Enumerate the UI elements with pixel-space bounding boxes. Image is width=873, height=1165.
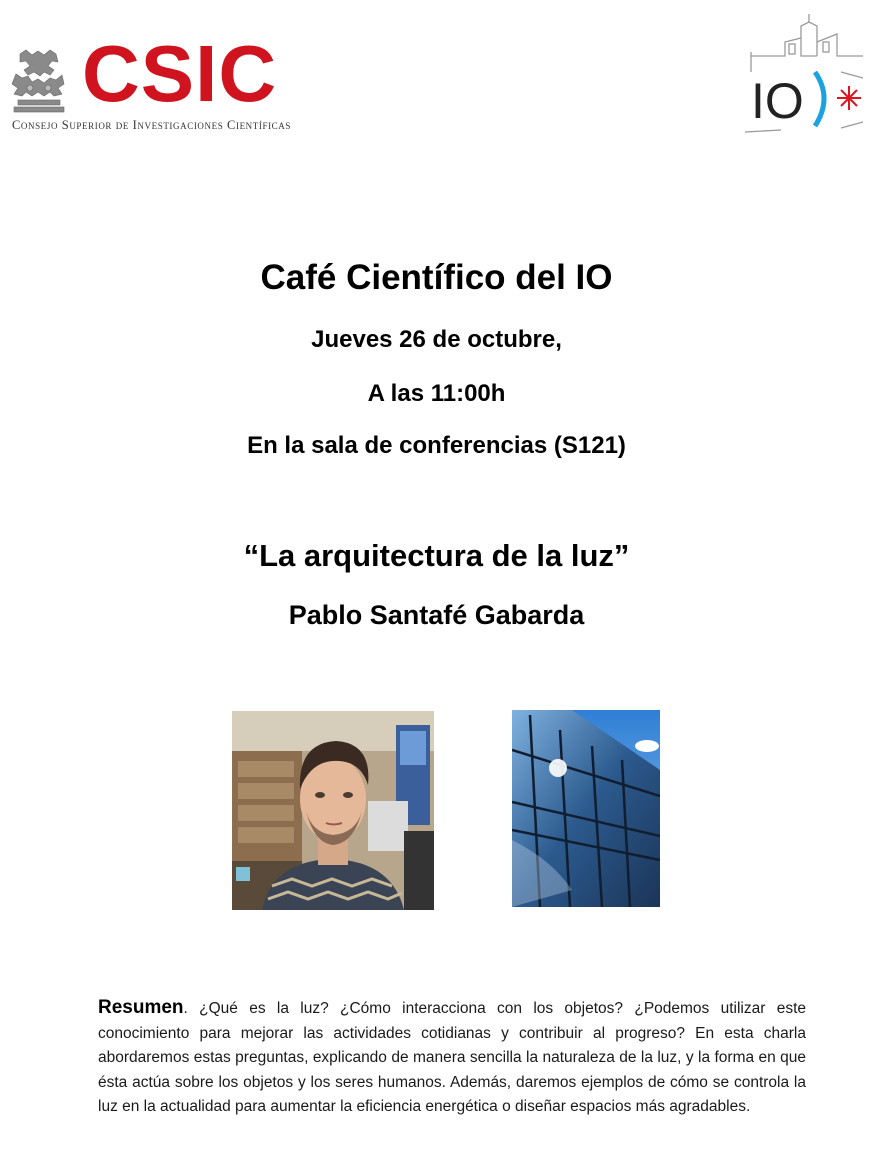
speaker-name: Pablo Santafé Gabarda <box>288 600 585 630</box>
abstract-text: ¿Qué es la luz? ¿Cómo interacciona con los objetos? ¿Podemos utilizar este conocimiento para mejorar las actividades cotidianas y contribuir al progreso? En esta charla abordaremos estas preguntas, explicando de manera sencilla la naturaleza de la luz, y la forma en que ésta actúa sobre los objetos y los seres humanos. Además, daremos ejemplos de cómo se controla la luz en la actualidad para aumentar la eficiencia energética o diseñar espacios más agradables. <box>98 1000 806 1115</box>
csic-emblem-icon <box>10 48 68 114</box>
csic-logo <box>10 29 350 136</box>
abstract <box>98 996 806 1120</box>
io-logo <box>741 12 865 140</box>
event-date: Jueves 26 de octubre, <box>311 326 562 353</box>
abstract-label-period: . <box>183 1000 200 1017</box>
io-logo-text: IO <box>751 73 804 129</box>
abstract-label: Resumen <box>98 997 184 1018</box>
talk-title: “La arquitectura de la luz” <box>243 538 630 573</box>
event-time: A las 11:00h <box>367 380 506 407</box>
csic-subtitle: Consejo Superior de Investigaciones Científicas <box>12 118 291 132</box>
speaker-photo <box>232 711 434 910</box>
glass-building-photo <box>512 710 660 907</box>
event-location: En la sala de conferencias (S121) <box>247 432 626 459</box>
event-title: Café Científico del IO <box>260 258 613 297</box>
csic-wordmark: CSIC <box>82 29 278 118</box>
